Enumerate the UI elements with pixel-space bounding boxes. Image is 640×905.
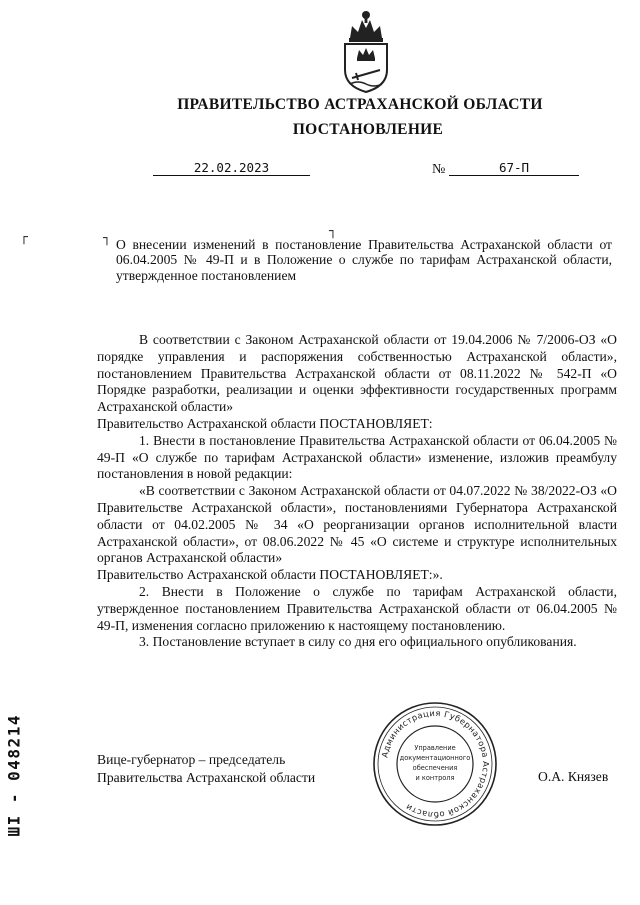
corner-mark-icon: ┐	[329, 224, 337, 239]
resolves-paragraph: Правительство Астраханской области ПОСТАНОВЛЯЕТ:	[97, 415, 433, 431]
stamp-center-line-4: и контроля	[415, 774, 455, 782]
stamp-center-line-3: обеспечения	[412, 764, 458, 772]
signatory-position	[97, 751, 315, 787]
document-body	[97, 332, 617, 651]
item-3-paragraph: 3. Постановление вступает в силу со дня его официального опубликования.	[139, 634, 577, 650]
organization-title: ПРАВИТЕЛЬСТВО АСТРАХАНСКОЙ ОБЛАСТИ	[177, 96, 543, 113]
position-line-2: Правительства Астраханской области	[97, 770, 316, 785]
corner-mark-icon: ┐	[103, 231, 111, 246]
stamp-ring-text: Администрация Губернатора Астраханской области	[379, 707, 492, 821]
quote-paragraph: «В соответствии с Законом Астраханской области от 04.07.2022 № 38/2022-ОЗ «О Правительстве Астраханской области», постановлениями Губернатора Астраханской области от 04.02.2005 № 34 «О реорганизации органов исполнительной власти Астраханской области», от 08.06.2022 № 45 «О системе и структуре исполнительных органов Астраханской области»	[97, 483, 617, 566]
quote-end-paragraph: Правительство Астраханской области ПОСТАНОВЛЯЕТ:».	[97, 567, 443, 583]
document-type: ПОСТАНОВЛЕНИЕ	[292, 121, 444, 138]
document-number: 67-П	[449, 160, 579, 176]
side-code	[3, 714, 25, 840]
side-code-text: ШI - 048214	[4, 714, 24, 837]
official-stamp	[371, 700, 499, 828]
stamp-center-line-2: документационного	[399, 754, 471, 762]
position-line-1: Вице-губернатор – председатель	[97, 752, 286, 767]
stamp-center-line-1: Управление	[414, 744, 456, 752]
number-label: №	[432, 162, 446, 177]
signatory-name: О.А. Князев	[538, 769, 609, 784]
corner-mark-icon: ┌	[20, 230, 28, 245]
document-subject: О внесении изменений в постановление Правительства Астраханской области от 06.04.2005 № 49-П и в Положение о службе по тарифам Астраханской области, утвержденное постановлением	[116, 237, 612, 283]
document-date: 22.02.2023	[153, 160, 310, 176]
preamble-paragraph: В соответствии с Законом Астраханской области от 19.04.2006 № 7/2006-ОЗ «О порядке управления и распоряжения собственностью Астраханской области», постановлением Правительства Астраханской области от 08.11.2022 № 542-П «О Порядке разработки, реализации и оценки эффективности государственных программ Астраханской области»	[97, 332, 617, 415]
item-2-paragraph: 2. Внести в Положение о службе по тарифам Астраханской области, утвержденное постановлением Правительства Астраханской области от 06.04.2005 № 49-П, изменения согласно приложению к настоящему постановлению.	[97, 583, 617, 633]
coat-of-arms-icon	[336, 8, 396, 94]
item-1-paragraph: 1. Внести в постановление Правительства Астраханской области от 06.04.2005 № 49-П «О службе по тарифам Астраханской области» изменение, изложив преамбулу постановления в новой редакции:	[97, 432, 617, 482]
